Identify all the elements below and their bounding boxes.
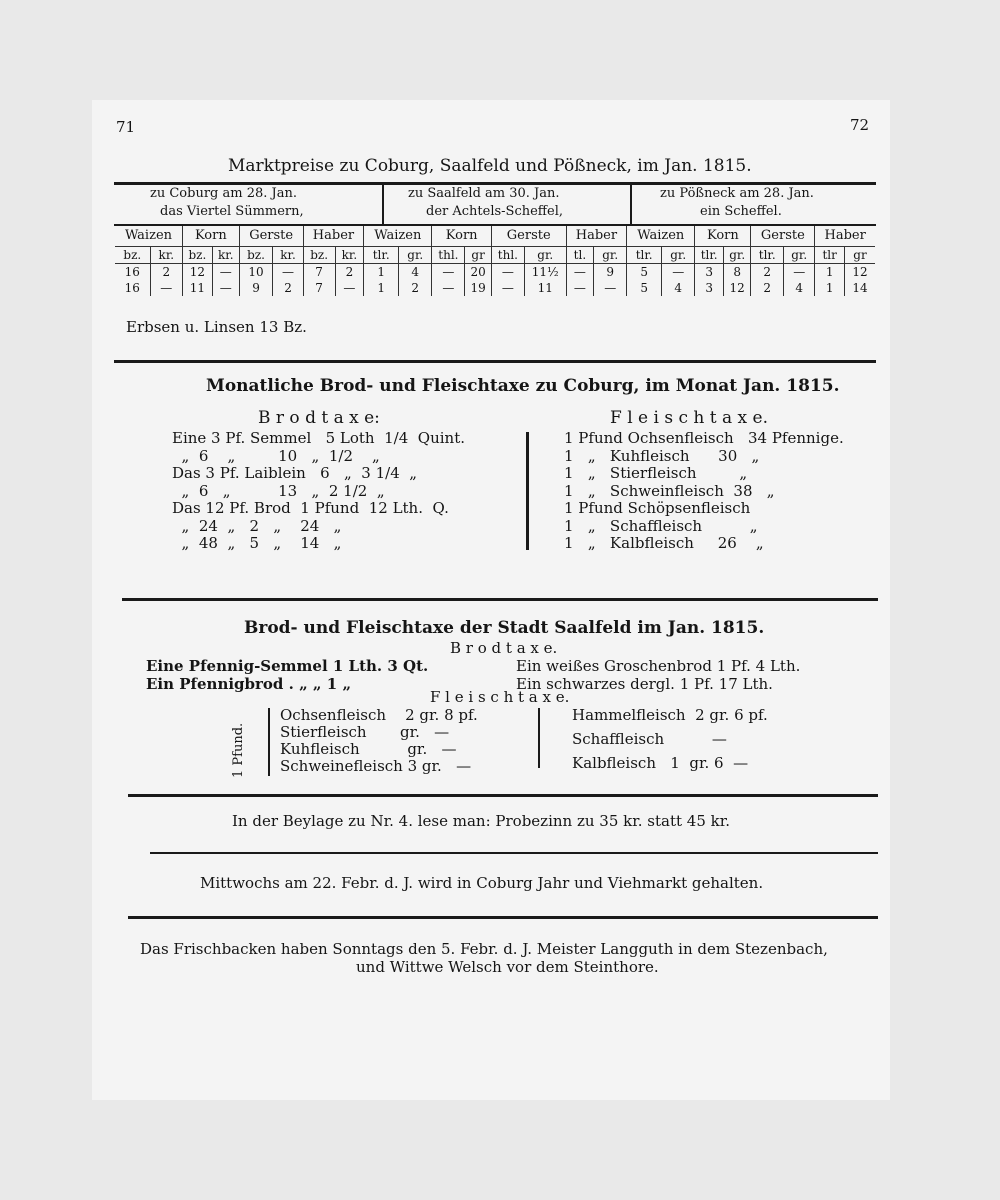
grain-header: Korn (432, 226, 492, 247)
place-coburg-line2: das Viertel Sümmern, (160, 204, 304, 219)
price-cell: 16 (124, 281, 140, 295)
list-item: 1 „ Schaffleisch „ (564, 516, 758, 535)
price-cell: — (784, 264, 815, 281)
place-saalfeld-line1: zu Saalfeld am 30. Jan. (408, 186, 560, 201)
price-cell: — (594, 280, 627, 296)
grain-header: Gerste (751, 226, 815, 247)
price-cell: 4 (784, 280, 815, 296)
frischbacken-line-1: Das Frischbacken haben Sonntags den 5. Febr. d. J. Meister Langguth in dem Stezenbach, (140, 940, 828, 958)
unit-cell: tl. (566, 247, 594, 264)
unit-cell: tlr (815, 247, 845, 264)
saalfeld-brod-heading: B r o d t a x e. (450, 639, 558, 657)
saalfeld-bottom-rule (128, 794, 878, 797)
unit-cell: gr. (784, 247, 815, 264)
market-note: Erbsen u. Linsen 13 Bz. (126, 318, 307, 336)
price-cell: — (491, 264, 524, 281)
price-cell: — (566, 280, 594, 296)
price-cell: 4 (399, 264, 432, 281)
list-item: „ 48 „ 5 „ 14 „ (172, 534, 342, 552)
unit-cell: gr. (399, 247, 432, 264)
markt-notice: Mittwochs am 22. Febr. d. J. wird in Coburg Jahr und Viehmarkt gehalten. (200, 874, 764, 892)
grain-header: Korn (182, 226, 239, 247)
list-item: Das 3 Pf. Laiblein 6 „ 3 1/4 „ (172, 464, 418, 482)
market-body (115, 247, 875, 297)
price-cell: 5 (627, 280, 662, 296)
grain-header: Haber (566, 226, 627, 247)
grain-header: Haber (303, 226, 364, 247)
price-cell: 1 (364, 280, 399, 296)
saalfeld-bracket (268, 708, 270, 776)
price-cell: 9 (594, 264, 627, 281)
notice-rule-1 (150, 852, 878, 854)
list-item: Kuhfleisch gr. — (280, 740, 457, 758)
coburg-fleisch-heading: F l e i s c h t a x e. (610, 408, 768, 428)
list-item: Kalbfleisch 1 gr. 6 — (572, 754, 749, 772)
price-cell: 16 (124, 265, 140, 279)
price-cell: 19 (465, 280, 492, 296)
unit-cell: bz. (115, 247, 150, 264)
unit-cell: gr. (524, 247, 566, 264)
list-item: Schaffleisch — (572, 730, 727, 748)
price-cell: — (150, 280, 182, 296)
price-cell: 10 (239, 264, 273, 281)
unit-cell: tlr. (627, 247, 662, 264)
price-cell: — (212, 264, 239, 281)
place-coburg-line1: zu Coburg am 28. Jan. (150, 186, 297, 201)
page-number-left: 71 (116, 118, 136, 136)
price-cell: 2 (150, 264, 182, 281)
unit-cell: bz. (239, 247, 273, 264)
unit-cell: tlr. (695, 247, 724, 264)
price-cell: 12 (182, 264, 212, 281)
list-item: 1 „ Kuhfleisch 30 „ (564, 446, 760, 465)
price-cell: 2 (751, 264, 784, 281)
grain-header-row (115, 226, 875, 247)
notice-rule-2 (128, 916, 878, 919)
saalfeld-brod-left-1: Eine Pfennig-Semmel 1 Lth. 3 Qt. (146, 657, 429, 675)
price-cell: 11 (524, 280, 566, 296)
market-title: Marktpreise zu Coburg, Saalfeld und Pößneck, im Jan. 1815. (228, 156, 752, 176)
coburg-bottom-rule (122, 598, 878, 601)
unit-header-row (115, 247, 875, 264)
unit-cell: tlr. (364, 247, 399, 264)
page-number-right: 72 (850, 116, 870, 134)
coburg-brod-heading: B r o d t a x e: (258, 408, 380, 428)
list-item: 1 „ Stierfleisch „ (564, 464, 748, 482)
unit-cell: gr (465, 247, 492, 264)
table-row (115, 264, 875, 281)
price-cell: — (566, 264, 594, 281)
market-top-rule (114, 182, 876, 185)
frischbacken-line-2: und Wittwe Welsch vor dem Steinthore. (356, 958, 659, 976)
price-cell: 5 (627, 264, 662, 281)
list-item: 1 Pfund Schöpsenfleisch (564, 499, 751, 517)
price-cell: — (432, 280, 465, 296)
unit-cell: gr (845, 247, 875, 264)
unit-cell: thl. (491, 247, 524, 264)
grain-header: Korn (695, 226, 751, 247)
price-cell: 9 (239, 280, 273, 296)
list-item: Eine 3 Pf. Semmel 5 Loth 1/4 Quint. (172, 429, 466, 447)
grain-header: Gerste (491, 226, 566, 247)
unit-cell: bz. (303, 247, 335, 264)
price-cell: 20 (465, 264, 492, 281)
unit-cell: tlr. (751, 247, 784, 264)
unit-cell: kr. (335, 247, 364, 264)
price-cell: 2 (399, 280, 432, 296)
price-cell: 12 (724, 280, 751, 296)
price-cell: 2 (751, 280, 784, 296)
saalfeld-taxe-title: Brod- und Fleischtaxe der Stadt Saalfeld im Jan. 1815. (244, 618, 765, 638)
price-cell: — (491, 280, 524, 296)
grain-header: Gerste (239, 226, 303, 247)
coburg-taxe-title: Monatliche Brod- und Fleischtaxe zu Coburg, im Monat Jan. 1815. (206, 376, 840, 396)
list-item: Schweinefleisch 3 gr. — (280, 757, 472, 775)
saalfeld-side-label: 1 Pfund. (231, 722, 246, 778)
market-price-table (115, 226, 875, 296)
place-saalfeld-line2: der Achtels-Scheffel, (426, 204, 564, 219)
price-cell: — (212, 280, 239, 296)
saalfeld-divider (538, 708, 540, 768)
price-cell: 14 (845, 280, 875, 296)
price-cell: 7 (303, 280, 335, 296)
price-cell: — (662, 264, 695, 281)
market-bottom-rule (114, 360, 876, 363)
unit-cell: gr. (724, 247, 751, 264)
saalfeld-brod-left-2: Ein Pfennigbrod . „ „ 1 „ (146, 675, 352, 693)
price-cell: 1 (815, 264, 845, 281)
list-item: 1 Pfund Ochsenfleisch 34 Pfennige. (564, 429, 844, 447)
price-cell: — (273, 264, 303, 281)
price-cell: — (335, 280, 364, 296)
saalfeld-brod-right-1: Ein weißes Groschenbrod 1 Pf. 4 Lth. (516, 657, 801, 675)
list-item: 1 „ Schweinfleisch 38 „ (564, 481, 775, 500)
list-item: Ochsenfleisch 2 gr. 8 pf. (280, 706, 478, 724)
price-cell: 1 (364, 264, 399, 281)
grain-header: Haber (815, 226, 875, 247)
list-item: Hammelfleisch 2 gr. 6 pf. (572, 706, 768, 724)
price-cell: — (432, 264, 465, 281)
coburg-divider (526, 432, 529, 550)
saalfeld-brod-right-2: Ein schwarzes dergl. 1 Pf. 17 Lth. (516, 675, 773, 693)
unit-cell: thl. (432, 247, 465, 264)
beylage-notice: In der Beylage zu Nr. 4. lese man: Probezinn zu 35 kr. statt 45 kr. (232, 812, 731, 830)
grain-header: Waizen (364, 226, 432, 247)
place-divider-1 (382, 184, 384, 226)
price-cell: 1 (815, 280, 845, 296)
price-cell: 11 (182, 280, 212, 296)
price-cell: 8 (724, 264, 751, 281)
list-item: „ 24 „ 2 „ 24 „ (172, 516, 342, 535)
price-cell: 3 (695, 280, 724, 296)
place-poessneck-line2: ein Scheffel. (700, 204, 782, 219)
list-item: „ 6 „ 10 „ 1/2 „ (172, 446, 380, 465)
unit-cell: gr. (662, 247, 695, 264)
price-cell: 7 (303, 264, 335, 281)
unit-cell: kr. (212, 247, 239, 264)
list-item: Das 12 Pf. Brod 1 Pfund 12 Lth. Q. (172, 499, 449, 517)
unit-cell: kr. (150, 247, 182, 264)
price-cell: 4 (662, 280, 695, 296)
unit-cell: gr. (594, 247, 627, 264)
price-cell: 12 (845, 264, 875, 281)
list-item: Stierfleisch gr. — (280, 723, 450, 741)
grain-header: Waizen (627, 226, 695, 247)
price-cell: 3 (695, 264, 724, 281)
list-item: 1 „ Kalbfleisch 26 „ (564, 534, 764, 552)
place-divider-2 (630, 184, 632, 226)
grain-header: Waizen (115, 226, 182, 247)
place-poessneck-line1: zu Pößneck am 28. Jan. (660, 186, 814, 201)
unit-cell: bz. (182, 247, 212, 264)
saalfeld-fleisch-heading: F l e i s c h t a x e. (430, 688, 570, 706)
unit-cell: kr. (273, 247, 303, 264)
table-row (115, 280, 875, 296)
price-cell: 2 (273, 280, 303, 296)
list-item: „ 6 „ 13 „ 2 1/2 „ (172, 481, 385, 500)
price-cell: 11½ (524, 264, 566, 281)
price-cell: 2 (335, 264, 364, 281)
